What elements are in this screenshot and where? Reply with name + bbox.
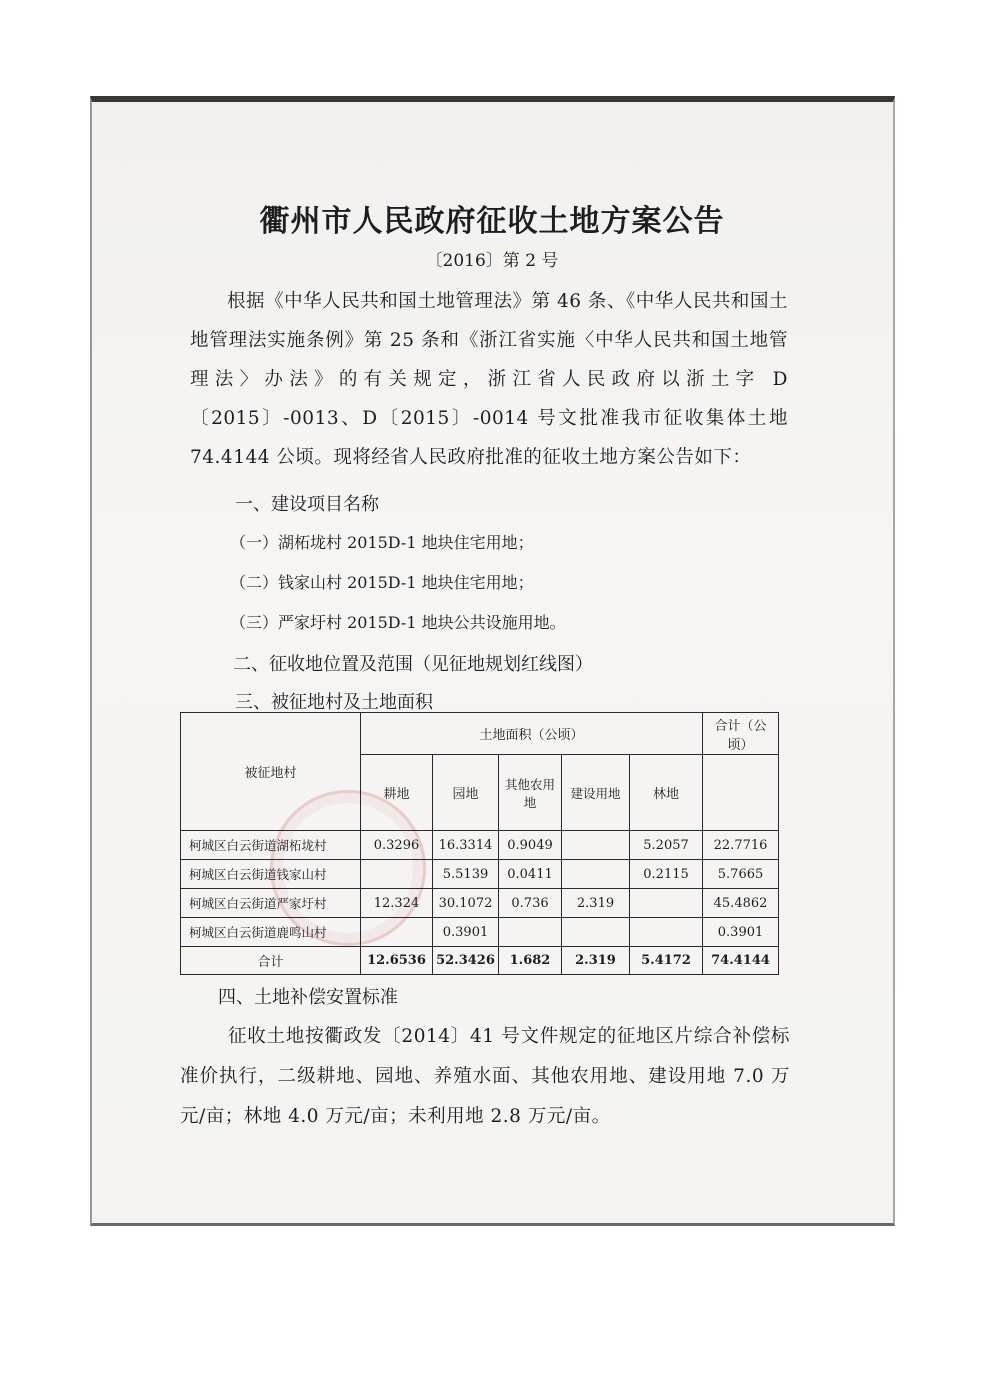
section-2-heading: 二、征收地位置及范围（见征地规划红线图） — [233, 654, 593, 675]
total-cell: 74.4144 — [703, 947, 779, 975]
section-1-heading: 一、建设项目名称 — [235, 494, 379, 515]
cell: 0.3901 — [433, 918, 499, 947]
cell: 0.3901 — [703, 918, 779, 947]
cell — [361, 918, 433, 947]
cell — [562, 918, 630, 947]
table-total-row — [181, 947, 779, 975]
col-header-total-empty — [703, 755, 779, 831]
cell — [630, 889, 703, 918]
col-header-construction: 建设用地 — [562, 755, 630, 831]
table-row — [181, 860, 779, 889]
cell — [630, 918, 703, 947]
village-name: 柯城区白云街道钱家山村 — [181, 860, 361, 889]
intro-paragraph: 根据《中华人民共和国土地管理法》第 46 条、《中华人民共和国土地管理法实施条例》第 25 条和《浙江省实施〈中华人民共和国土地管理法〉办法》的有关规定，浙江省人民政府以浙土字 D〔2015〕-0013、D〔2015〕-0014 号文批准我市征收集体土地 74.4144 公顷。现将经省人民政府批准的征收土地方案公告如下： — [190, 291, 788, 468]
total-cell: 5.4172 — [630, 947, 703, 975]
village-name: 柯城区白云街道湖柘垅村 — [181, 831, 361, 860]
cell: 22.7716 — [703, 831, 779, 860]
cell — [499, 918, 562, 947]
cell: 5.5139 — [433, 860, 499, 889]
total-cell: 2.319 — [562, 947, 630, 975]
cell: 45.4862 — [703, 889, 779, 918]
compensation-paragraph: 征收土地按衢政发〔2014〕41 号文件规定的征地区片综合补偿标准价执行，二级耕地、园地、养殖水面、其他农用地、建设用地 7.0 万元/亩；林地 4.0 万元/亩；未利用地 2.8 万元/亩。 — [180, 1026, 790, 1127]
total-cell: 12.6536 — [361, 947, 433, 975]
notice-title: 衢州市人民政府征收土地方案公告 — [259, 204, 725, 239]
cell: 5.2057 — [630, 831, 703, 860]
area-header: 土地面积（公顷） — [361, 713, 703, 755]
cell: 0.736 — [499, 889, 562, 918]
cell — [562, 860, 630, 889]
project-item-1: （一）湖柘垅村 2015D-1 地块住宅用地； — [230, 533, 534, 552]
land-area-table — [180, 712, 779, 975]
cell: 12.324 — [361, 889, 433, 918]
col-header-garden: 园地 — [433, 755, 499, 831]
col-header-cultivated: 耕地 — [361, 755, 433, 831]
total-cell: 52.3426 — [433, 947, 499, 975]
cell: 0.3296 — [361, 831, 433, 860]
project-item-2: （二）钱家山村 2015D-1 地块住宅用地； — [230, 573, 534, 592]
col-header-other-agricultural: 其他农用地 — [499, 755, 562, 831]
village-header: 被征地村 — [181, 713, 361, 831]
section-3-heading: 三、被征地村及土地面积 — [235, 692, 433, 713]
table-row — [181, 831, 779, 860]
cell — [361, 860, 433, 889]
total-label: 合计 — [181, 947, 361, 975]
col-header-forest: 林地 — [630, 755, 703, 831]
cell: 5.7665 — [703, 860, 779, 889]
cell: 30.1072 — [433, 889, 499, 918]
village-name: 柯城区白云街道严家圩村 — [181, 889, 361, 918]
total-cell: 1.682 — [499, 947, 562, 975]
cell — [562, 831, 630, 860]
project-item-3: （三）严家圩村 2015D-1 地块公共设施用地。 — [230, 613, 566, 632]
table-row — [181, 889, 779, 918]
cell: 0.0411 — [499, 860, 562, 889]
table-row — [181, 918, 779, 947]
total-header: 合计（公顷） — [703, 713, 779, 755]
section-4-heading: 四、土地补偿安置标准 — [218, 987, 398, 1008]
document-number: 〔2016〕第 2 号 — [425, 251, 559, 271]
cell: 2.319 — [562, 889, 630, 918]
cell: 0.2115 — [630, 860, 703, 889]
cell: 0.9049 — [499, 831, 562, 860]
cell: 16.3314 — [433, 831, 499, 860]
village-name: 柯城区白云街道鹿鸣山村 — [181, 918, 361, 947]
